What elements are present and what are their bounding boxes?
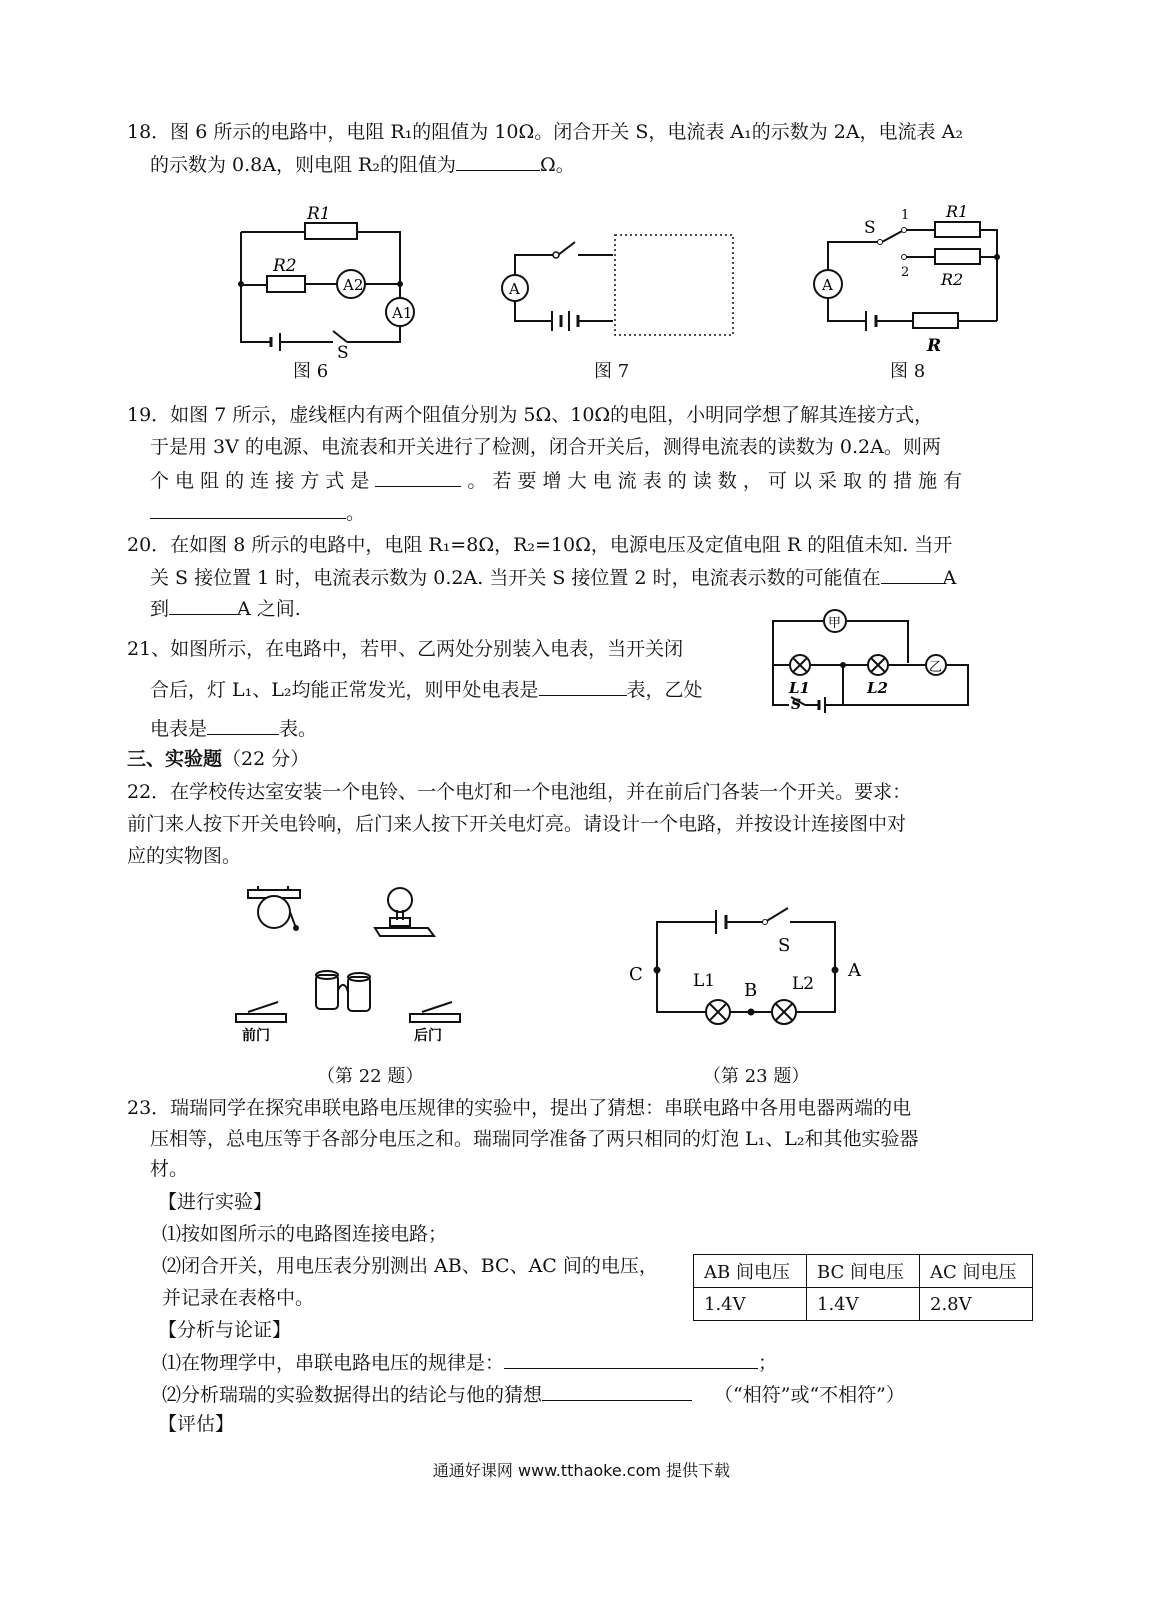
figure-22-components <box>230 880 490 1050</box>
front-door-switch-icon <box>236 1002 286 1022</box>
q20-line2-text: 关 S 接位置 1 时，电流表示数为 0.2A. 当开关 S 接位置 2 时，电流表示数的可能值在 <box>150 567 881 589</box>
fig6-r1-label: R1 <box>307 204 331 224</box>
fig6-a1-label: A1 <box>392 304 413 322</box>
fig21-jia-label: 甲 <box>828 616 842 631</box>
section3-title: 三、实验题 <box>127 748 223 770</box>
q18-line2-text: 的示数为 0.8A，则电阻 R₂的阻值为 <box>150 154 456 176</box>
q20-min-blank[interactable] <box>881 563 943 584</box>
q20-to: 到 <box>150 598 170 620</box>
q21-line2-text: 合后，灯 L₁、L₂均能正常发光，则甲处电表是 <box>150 679 539 701</box>
q19-line3 <box>150 466 962 495</box>
q23-caption: （第 23 题） <box>703 1066 810 1087</box>
q21-line3-end: 表。 <box>279 718 318 740</box>
fig8-pos1-label: 1 <box>901 208 910 223</box>
table-cell: 2.8V <box>920 1288 1033 1321</box>
q19-line3-text: 个 电 阻 的 连 接 方 式 是 <box>150 470 370 492</box>
q21-line3 <box>150 714 317 743</box>
fig8-s-label: S <box>864 218 876 238</box>
q21-line3-text: 电表是 <box>150 718 208 740</box>
fig23-l2-label: L2 <box>792 974 815 994</box>
voltage-table <box>693 1254 1033 1321</box>
fig21-l1-label: L1 <box>789 679 810 697</box>
table-header-row <box>694 1255 1033 1288</box>
q23-line3: 材。 <box>150 1158 189 1180</box>
q23-analysis-2 <box>162 1380 905 1409</box>
lamp-icon <box>375 888 434 936</box>
front-door-label: 前门 <box>242 1028 270 1044</box>
q21-line1: 21、如图所示，在电路中，若甲、乙两处分别装入电表，当开关闭 <box>127 638 684 660</box>
fig6-a2-label: A2 <box>343 276 364 294</box>
q19-line3-text2: 。 若 要 增 大 电 流 表 的 读 数 ， 可 以 采 取 的 措 施 有 <box>467 470 963 492</box>
fig23-c-label: C <box>629 964 643 985</box>
q23-experiment-title: 【进行实验】 <box>158 1191 273 1213</box>
q23-analysis-title: 【分析与论证】 <box>158 1319 292 1341</box>
q23-analysis-2-hint: （“相符”或“不相符”） <box>714 1384 905 1406</box>
q23-law-blank[interactable] <box>504 1348 758 1369</box>
table-cell: 1.4V <box>807 1288 920 1321</box>
q20-max-blank[interactable] <box>169 594 237 615</box>
q18-answer-blank[interactable] <box>456 150 540 171</box>
q21-line2-end: 表，乙处 <box>626 679 703 701</box>
q22-line3: 应的实物图。 <box>127 845 242 867</box>
q22-caption: （第 22 题） <box>317 1066 424 1087</box>
fig8-r-label: R <box>927 336 942 356</box>
q19-line2: 于是用 3V 的电源、电流表和开关进行了检测，闭合开关后，测得电流表的读数为 0.2A。则两 <box>150 436 941 458</box>
q18-unit: Ω。 <box>539 154 575 176</box>
table-header-cell: AB 间电压 <box>694 1255 807 1288</box>
table-header-cell: BC 间电压 <box>807 1255 920 1288</box>
q23-analysis-2-text: ⑵分析瑞瑞的实验数据得出的结论与他的猜想 <box>162 1384 543 1406</box>
q22-line2: 前门来人按下开关电铃响，后门来人按下开关电灯亮。请设计一个电路，并按设计连接图中对 <box>127 813 907 835</box>
page-footer: 通通好课网 www.tthaoke.com 提供下载 <box>432 1461 731 1480</box>
q23-analysis-1-end: ； <box>758 1352 778 1374</box>
q21-jia-blank[interactable] <box>539 675 627 696</box>
q20-line2 <box>150 563 956 592</box>
fig6-r2-label: R2 <box>273 256 297 276</box>
q23-step2: ⑵闭合开关，用电压表分别测出 AB、BC、AC 间的电压， <box>162 1255 658 1277</box>
q21-yi-blank[interactable] <box>207 714 279 735</box>
q23-analysis-1 <box>162 1348 777 1377</box>
q23-match-blank[interactable] <box>542 1380 692 1401</box>
q20-line1: 20．在如图 8 所示的电路中，电阻 R₁=8Ω，R₂=10Ω，电源电压及定值电阻 R 的阻值未知. 当开 <box>127 534 953 556</box>
table-row <box>694 1288 1033 1321</box>
fig8-a-label: A <box>822 276 833 294</box>
figure-23-circuit <box>620 900 870 1030</box>
q23-line1: 23．瑞瑞同学在探究串联电路电压规律的实验中，提出了猜想：串联电路中各用电器两端的电 <box>127 1097 912 1119</box>
q23-analysis-1-text: ⑴在物理学中，串联电路电压的规律是： <box>162 1352 505 1374</box>
q18-line1: 18．图 6 所示的电路中，电阻 R₁的阻值为 10Ω。闭合开关 S，电流表 A₁的示数为 2A，电流表 A₂ <box>127 121 963 143</box>
table-header-cell: AC 间电压 <box>920 1255 1033 1288</box>
fig8-caption: 图 8 <box>890 361 926 382</box>
q20-line3 <box>150 594 301 623</box>
fig23-b-label: B <box>744 980 758 1001</box>
q19-connection-blank[interactable] <box>375 466 461 487</box>
fig6-s-label: S <box>337 343 349 363</box>
q22-line1: 22．在学校传达室安装一个电铃、一个电灯和一个电池组，并在前后门各装一个开关。要求： <box>127 781 912 803</box>
fig8-pos2-label: 2 <box>901 265 910 280</box>
fig7-a-label: A <box>509 280 520 298</box>
fig21-s-label: S <box>791 697 802 713</box>
fig23-s-label: S <box>778 935 791 956</box>
fig21-l2-label: L2 <box>867 679 888 697</box>
figure-21-circuit <box>765 605 980 720</box>
q23-step2-cont: 并记录在表格中。 <box>162 1287 315 1309</box>
q21-line2 <box>150 675 703 704</box>
fig8-r2-label: R2 <box>941 270 964 289</box>
section3-score: （22 分） <box>222 748 310 770</box>
fig7-caption: 图 7 <box>594 361 630 382</box>
q23-eval-title: 【评估】 <box>158 1413 235 1435</box>
q19-line1: 19．如图 7 所示，虚线框内有两个阻值分别为 5Ω、10Ω的电阻，小明同学想了解其连接方式， <box>127 404 934 426</box>
fig23-l1-label: L1 <box>693 971 716 991</box>
q19-line4-end: 。 <box>346 502 366 524</box>
table-cell: 1.4V <box>694 1288 807 1321</box>
electric-bell-icon <box>248 886 300 930</box>
q20-unit-a: A <box>942 567 957 589</box>
back-door-switch-icon <box>410 1002 460 1022</box>
section3-heading <box>127 745 309 773</box>
figure-8-circuit <box>800 195 1020 360</box>
back-door-label: 后门 <box>414 1028 442 1044</box>
q23-step1: ⑴按如图所示的电路图连接电路； <box>162 1223 448 1245</box>
q19-measure-blank[interactable] <box>150 498 346 519</box>
battery-pack-icon <box>316 971 370 1011</box>
fig23-a-label: A <box>848 960 861 981</box>
q18-line2 <box>150 150 575 179</box>
q23-line2: 压相等，总电压等于各部分电压之和。瑞瑞同学准备了两只相同的灯泡 L₁、L₂和其他实验器 <box>150 1128 919 1150</box>
q19-line4 <box>150 498 365 527</box>
figure-7-circuit <box>490 225 750 355</box>
fig21-yi-label: 乙 <box>929 660 943 675</box>
fig8-r1-label: R1 <box>946 202 969 221</box>
fig6-caption: 图 6 <box>293 361 329 382</box>
q20-line3-end: A 之间. <box>237 598 301 620</box>
